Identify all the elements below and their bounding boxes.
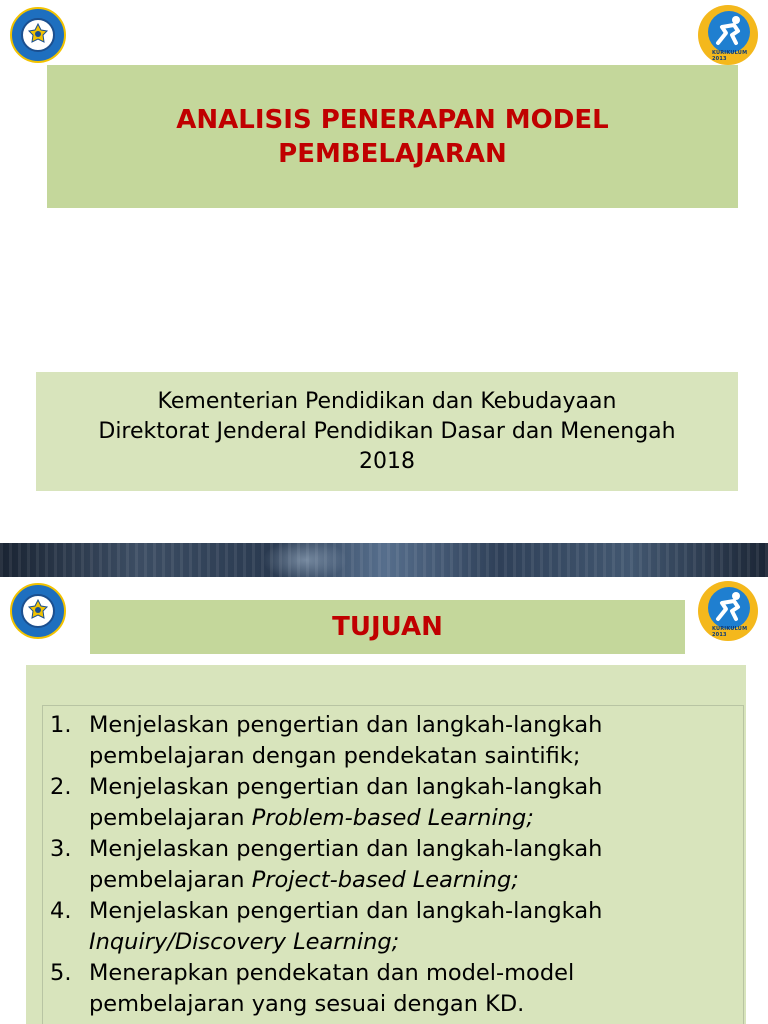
heading-box: [90, 600, 685, 654]
objectives-panel: [26, 665, 746, 1024]
slide-divider-banner: [0, 543, 768, 577]
objective-item: [43, 958, 743, 1020]
year-text: 2018: [359, 448, 415, 474]
institution-box: [36, 372, 738, 491]
objective-number: 2.: [50, 774, 72, 800]
title-box: [47, 65, 738, 208]
heading-text: TUJUAN: [332, 612, 443, 642]
ministry-name: Kementerian Pendidikan dan Kebudayaan: [157, 388, 617, 414]
slide-title-text: ANALISIS PENERAPAN MODEL PEMBELAJARAN: [176, 104, 609, 169]
objective-line1: Menjelaskan pengertian dan langkah-langkah: [89, 836, 603, 862]
kurikulum-2013-logo-icon: [698, 581, 758, 641]
objective-line1: Menerapkan pendekatan dan model-model: [89, 960, 575, 986]
objective-line2: Inquiry/Discovery Learning;: [89, 929, 400, 955]
tut-wuri-handayani-logo-icon: [10, 7, 66, 63]
directorate-name: Direktorat Jenderal Pendidikan Dasar dan Menengah: [98, 418, 676, 444]
objective-line1: Menjelaskan pengertian dan langkah-langkah: [89, 898, 603, 924]
kurikulum-2013-logo-icon: [698, 5, 758, 65]
objective-line2: pembelajaran dengan pendekatan saintifik;: [89, 743, 581, 769]
objective-item: [43, 896, 743, 958]
objective-item: [43, 710, 743, 772]
objective-number: 4.: [50, 898, 72, 924]
objective-line1: Menjelaskan pengertian dan langkah-langkah: [89, 774, 603, 800]
objective-item: [43, 834, 743, 896]
tut-wuri-handayani-logo-icon: [10, 583, 66, 639]
objectives-list: [43, 706, 743, 1020]
objective-number: 3.: [50, 836, 72, 862]
objective-line2: pembelajaran Project-based Learning;: [89, 867, 519, 893]
objective-number: 1.: [50, 712, 72, 738]
kurikulum-logo-text: KURIKULUM 2013: [712, 626, 748, 638]
objective-line2: pembelajaran yang sesuai dengan KD.: [89, 991, 525, 1017]
objective-item: [43, 772, 743, 834]
objective-number: 5.: [50, 960, 72, 986]
objective-line2: pembelajaran Problem-based Learning;: [89, 805, 534, 831]
kurikulum-logo-text: KURIKULUM 2013: [712, 50, 748, 62]
slide-objectives: [0, 577, 768, 1024]
objectives-list-frame: [42, 705, 744, 1024]
objective-line1: Menjelaskan pengertian dan langkah-langkah: [89, 712, 603, 738]
